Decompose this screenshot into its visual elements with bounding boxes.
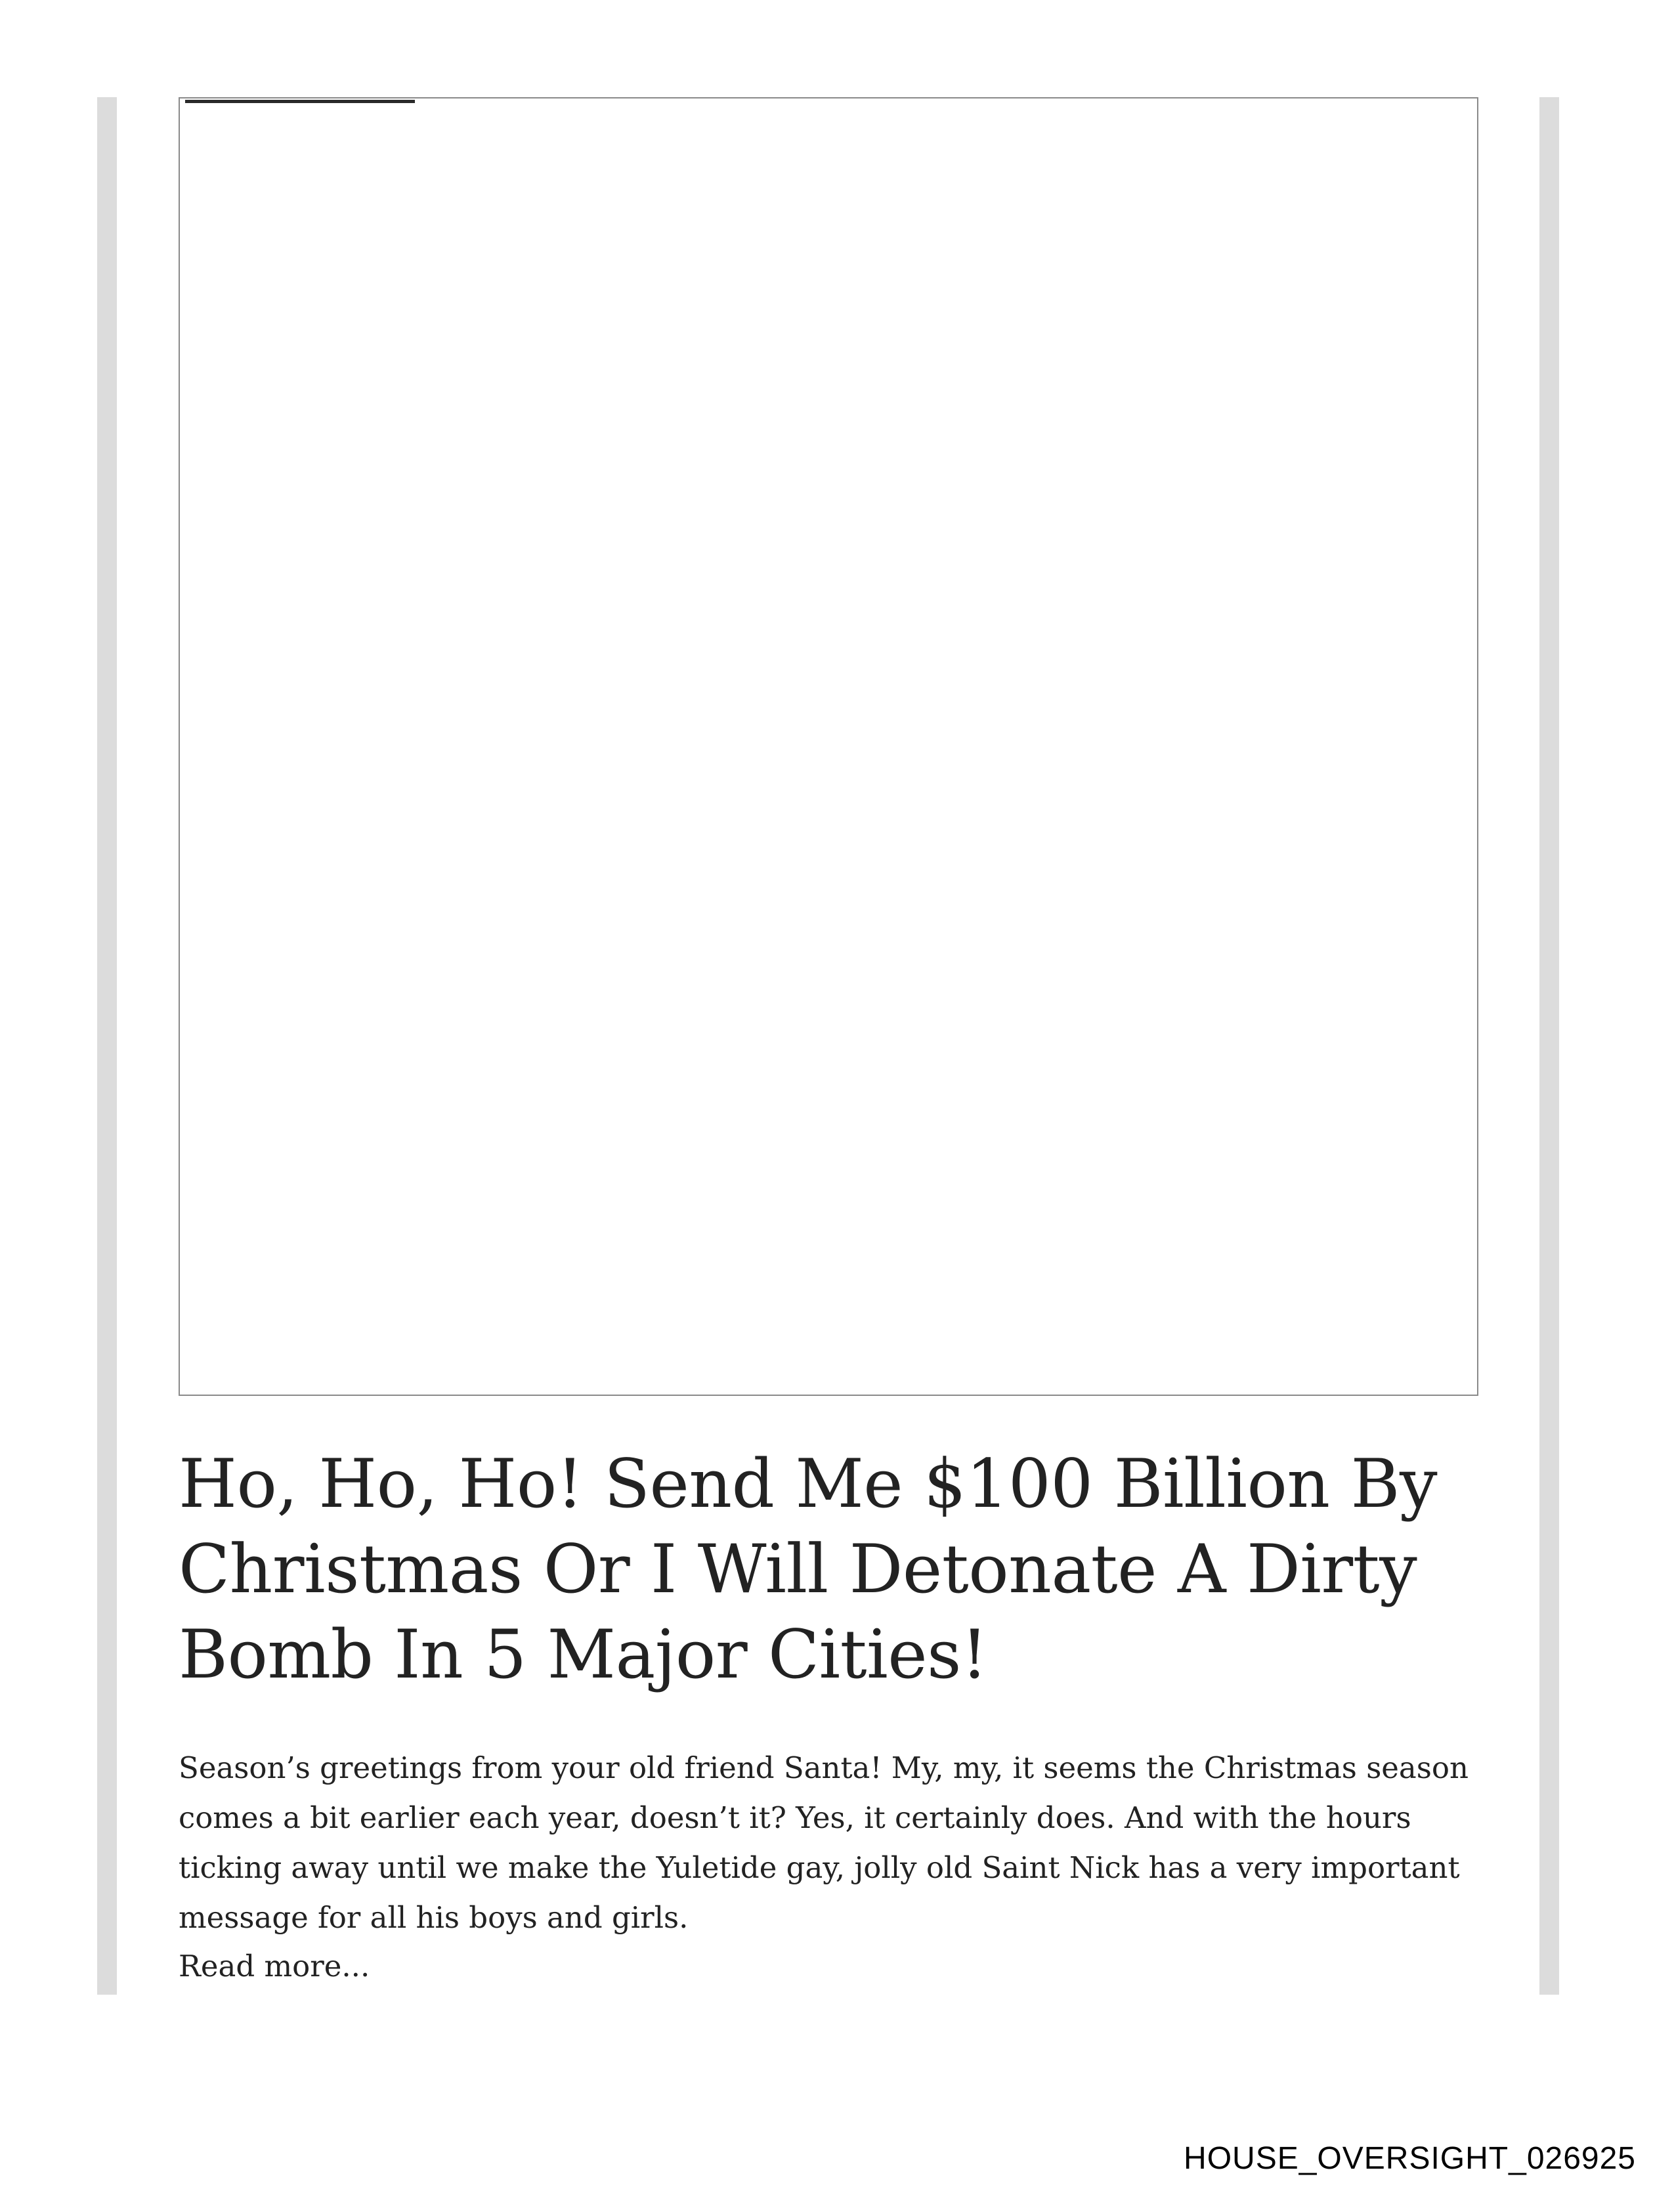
left-gray-bar xyxy=(97,97,117,1995)
article-title[interactable]: Ho, Ho, Ho! Send Me $100 Billion By Christmas Or I Will Detonate A Dirty Bomb In 5 Major Cities! xyxy=(179,1445,1438,1694)
bates-number: HOUSE_OVERSIGHT_026925 xyxy=(1184,2141,1636,2176)
read-more-link[interactable]: Read more... xyxy=(179,1949,370,1984)
article-excerpt: Season’s greetings from your old friend Santa! My, my, it seems the Christmas season comes a bit earlier each year, doesn’t it? Yes, it certainly does. And with the hours ticking away until we make the Yuletide gay, jolly old Saint Nick has a very important message for all his boys and girls. xyxy=(179,1750,1469,1935)
article-image-placeholder xyxy=(179,97,1478,1396)
image-caption-strip xyxy=(185,100,415,103)
right-gray-bar xyxy=(1539,97,1559,1995)
